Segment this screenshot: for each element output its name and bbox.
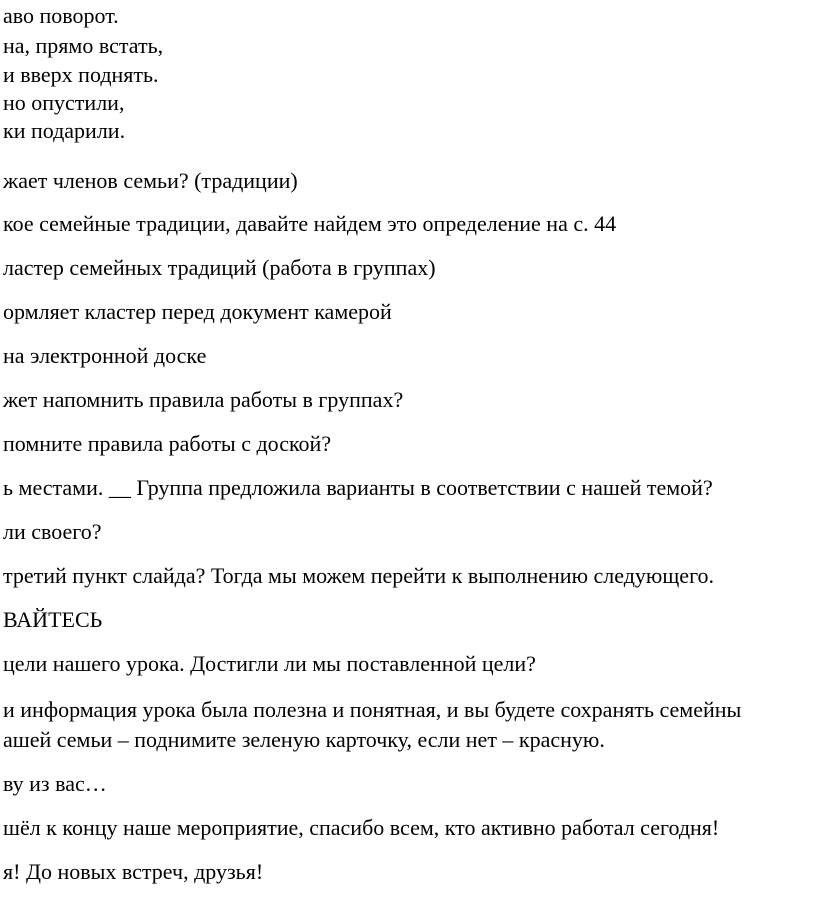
poem-line-4: но опустили, [3, 90, 125, 115]
paragraph-line-5: на электронной доске [3, 343, 207, 368]
paragraph-line-11: ВАЙТЕСЬ [3, 607, 103, 632]
paragraph-line-16: шёл к концу наше мероприятие, спасибо всем, кто активно работал сегодня! [3, 815, 720, 840]
paragraph-line-14: ашей семьи – поднимите зеленую карточку, если нет – красную. [3, 727, 605, 752]
paragraph-line-7: помните правила работы с доской? [3, 431, 332, 456]
paragraph-line-6: жет напомнить правила работы в группах? [3, 387, 404, 412]
paragraph-line-4: ормляет кластер перед документ камерой [3, 299, 392, 324]
paragraph-line-12: цели нашего урока. Достигли ли мы поставленной цели? [3, 651, 536, 676]
paragraph-line-2: кое семейные традиции, давайте найдем это определение на с. 44 [3, 211, 617, 236]
paragraph-line-3: ластер семейных традиций (работа в группах) [3, 255, 436, 280]
poem-line-5: ки подарили. [3, 118, 126, 143]
paragraph-line-10: третий пункт слайда? Тогда мы можем перейти к выполнению следующего. [3, 563, 715, 588]
paragraph-line-9: ли своего? [3, 519, 102, 544]
poem-line-1: аво поворот. [3, 3, 119, 28]
paragraph-line-1: жает членов семьи? (традиции) [3, 168, 298, 193]
paragraph-line-13: и информация урока была полезна и понятная, и вы будете сохранять семейны [3, 697, 742, 722]
poem-line-2: на, прямо встать, [3, 33, 164, 58]
paragraph-line-15: ву из вас… [3, 771, 107, 796]
poem-line-3: и вверх поднять. [3, 62, 159, 87]
paragraph-line-8: ь местами. __ Группа предложила варианты в соответствии с нашей темой? [3, 475, 713, 500]
paragraph-line-17: я! До новых встреч, друзья! [3, 859, 264, 884]
